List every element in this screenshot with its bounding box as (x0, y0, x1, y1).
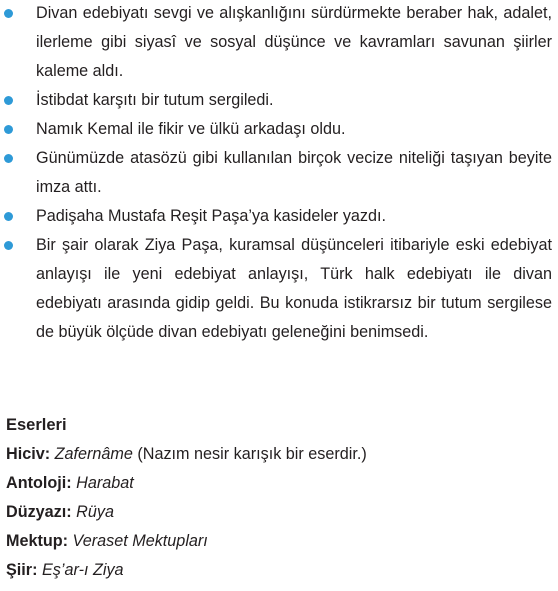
bullet-icon (4, 154, 13, 163)
bullet-icon (4, 9, 13, 18)
bullet-icon (4, 96, 13, 105)
works-section (6, 411, 546, 585)
bullet-text: Padişaha Mustafa Reşit Paşa’ya kasideler yazdı. (36, 207, 387, 225)
work-title: Eş’ar-ı Ziya (41, 561, 124, 579)
bullet-text: İstibdat karşıtı bir tutum sergiledi. (36, 91, 274, 109)
bullet-icon (4, 241, 13, 250)
bullet-text: Namık Kemal ile fikir ve ülkü arkadaşı oldu. (36, 120, 346, 138)
bullet-item (0, 144, 552, 202)
work-item-antoloji (6, 469, 546, 498)
bullet-item (0, 115, 552, 144)
work-title: Zafernâme (54, 445, 133, 463)
work-label: Antoloji: (6, 474, 72, 492)
bullet-item (0, 202, 552, 231)
work-item-mektup (6, 527, 546, 556)
work-label: Düzyazı: (6, 503, 72, 521)
bullet-text: Günümüzde atasözü gibi kullanılan birçok vecize niteliği taşıyan beyite imza attı. (36, 149, 552, 196)
works-heading: Eserleri (6, 416, 67, 434)
bullet-icon (4, 212, 13, 221)
work-note: (Nazım nesir karışık bir eserdir.) (137, 445, 367, 463)
work-item-siir (6, 556, 546, 585)
work-title: Harabat (76, 474, 134, 492)
bullet-icon (4, 125, 13, 134)
work-label: Şiir: (6, 561, 38, 579)
work-title: Veraset Mektupları (72, 532, 208, 550)
bullet-item (0, 231, 552, 347)
work-label: Hiciv: (6, 445, 51, 463)
bullet-text: Divan edebiyatı sevgi ve alışkanlığını sürdürmekte beraber hak, adalet, ilerleme gibi siyasî ve sosyal düşünce ve kavramları savunan şiirler kaleme aldı. (36, 4, 552, 80)
work-item-duzyazi (6, 498, 546, 527)
bullet-item (0, 0, 552, 86)
bullet-text: Bir şair olarak Ziya Paşa, kuramsal düşünceleri itibariyle eski edebiyat anlayışı ile yeni edebiyat anlayışı, Türk halk edebiyatı ile divan edebiyatı arasında gidip geldi. Bu konuda istikrarsız bir tutum sergilese de büyük ölçüde divan edebiyatı geleneğini benimsedi. (36, 236, 552, 341)
work-label: Mektup: (6, 532, 69, 550)
work-title: Rüya (76, 503, 114, 521)
bullet-item (0, 86, 552, 115)
work-item-hiciv (6, 440, 546, 469)
